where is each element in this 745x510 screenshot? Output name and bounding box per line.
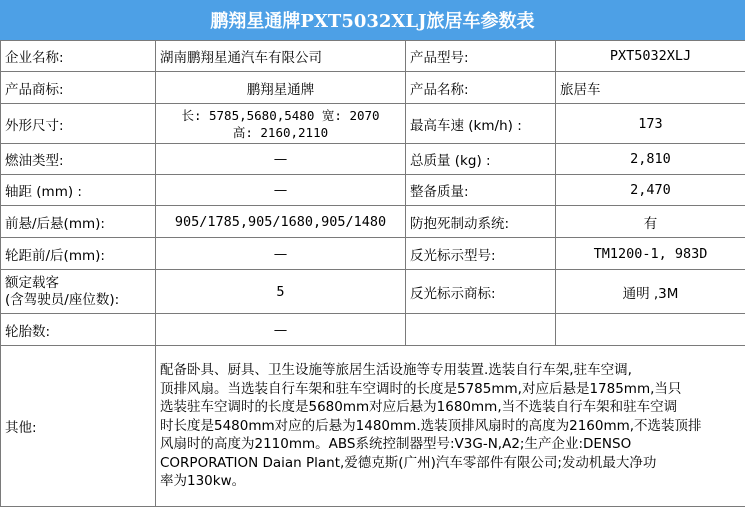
label-cell: 产品商标: [1, 72, 156, 104]
table-row [1, 314, 745, 346]
label-cell: 前悬/后悬(mm): [1, 206, 156, 238]
value-cell: TM1200-1, 983D [556, 238, 745, 270]
table-row [1, 175, 745, 206]
value-cell: 173 [556, 104, 745, 144]
notes-line: 时长度是5480mm对应的后悬为1480mm.选装顶排风扇时的高度为2160mm,不选装顶排 [160, 417, 702, 434]
label-cell: 企业名称: [1, 41, 156, 72]
value-cell [556, 314, 745, 346]
label-cell: 反光标示型号: [406, 238, 556, 270]
value-cell: 旅居车 [556, 72, 745, 104]
label-line: (含驾驶员/座位数): [5, 291, 120, 308]
parameter-table [0, 40, 745, 507]
value-cell: — [156, 314, 406, 346]
notes-line: 选装驻车空调时的长度是5680mm对应后悬为1680mm,当不选装自行车架和驻车空调 [160, 399, 678, 416]
value-cell: 鹏翔星通牌 [156, 72, 406, 104]
notes-cell [156, 346, 745, 507]
label-cell: 轴距 (mm) : [1, 175, 156, 206]
page-title: 鹏翔星通牌PXT5032XLJ旅居车参数表 [0, 0, 745, 40]
label-cell: 最高车速 (km/h) : [406, 104, 556, 144]
label-cell: 产品名称: [406, 72, 556, 104]
notes-line: CORPORATION Daian Plant,爱德克斯(广州)汽车零部件有限公司;发动机最大净功 [160, 454, 657, 471]
notes-line: 率为130kw。 [160, 473, 246, 490]
value-cell: 2,810 [556, 144, 745, 175]
value-cell: — [156, 238, 406, 270]
label-cell: 总质量 (kg) : [406, 144, 556, 175]
label-line: 额定载客 [5, 274, 59, 291]
value-cell: — [156, 144, 406, 175]
value-cell: 2,470 [556, 175, 745, 206]
table-row [1, 104, 745, 144]
label-cell: 轮距前/后(mm): [1, 238, 156, 270]
label-cell: 轮胎数: [1, 314, 156, 346]
label-cell: 防抱死制动系统: [406, 206, 556, 238]
value-cell: 湖南鹏翔星通汽车有限公司 [156, 41, 406, 72]
label-cell: 燃油类型: [1, 144, 156, 175]
value-cell: 通明 ,3M [556, 270, 745, 314]
notes-line: 风扇时的高度为2110mm。ABS系统控制器型号:V3G-N,A2;生产企业:DENSO [160, 436, 632, 453]
table-row [1, 270, 745, 314]
dimension-line: 长: 5785,5680,5480 宽: 2070 [181, 107, 380, 123]
label-cell [1, 270, 156, 314]
label-cell: 其他: [1, 346, 156, 507]
value-cell: — [156, 175, 406, 206]
value-cell: 905/1785,905/1680,905/1480 [156, 206, 406, 238]
table-row [1, 72, 745, 104]
table-row [1, 41, 745, 72]
value-cell: PXT5032XLJ [556, 41, 745, 72]
label-cell: 整备质量: [406, 175, 556, 206]
table-row [1, 238, 745, 270]
table-row [1, 144, 745, 175]
dimension-line: 高: 2160,2110 [232, 124, 329, 140]
value-cell: 5 [156, 270, 406, 314]
value-cell: 有 [556, 206, 745, 238]
label-cell: 反光标示商标: [406, 270, 556, 314]
label-cell: 产品型号: [406, 41, 556, 72]
label-cell [406, 314, 556, 346]
notes-line: 顶排风扇。当选装自行车架和驻车空调时的长度是5785mm,对应后悬是1785mm,当只 [160, 380, 682, 397]
table-row [1, 206, 745, 238]
label-cell: 外形尺寸: [1, 104, 156, 144]
dimension-cell [156, 104, 406, 144]
table-row [1, 346, 745, 507]
notes-line: 配备卧具、厨具、卫生设施等旅居生活设施等专用装置.选装自行车架,驻车空调, [160, 362, 632, 379]
